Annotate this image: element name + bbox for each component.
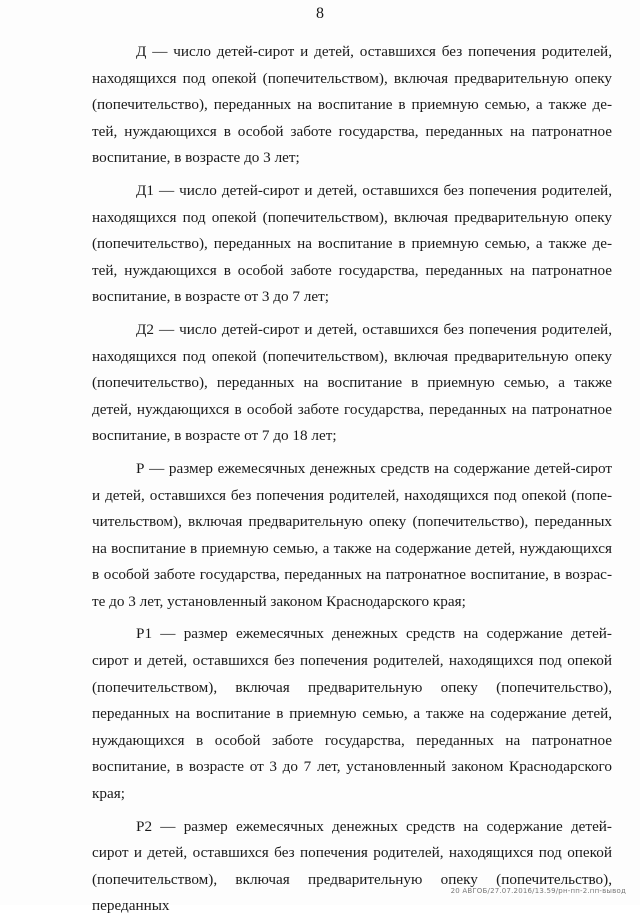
- paragraph-p2: Р2 — размер ежемесячных денежных средств на содержание детей-сирот и детей, оставшихся без попечения родителей, находящихся под опекой (попечительством), включая предварительную опеку (попечительство), переданных: [92, 817, 612, 915]
- page-number: 8: [316, 5, 324, 22]
- paragraph-d1: Д1 — число детей-сирот и детей, оставшихся без попечения родителей, находящихся под опекой (попечительством), включая предварительную опеку (попечительство), переданных на воспитание в приемную семью, а также детей, нуждающихся в особой заботе государства, переданных на патронатное воспитание, в возрасте от 3 до 7 лет;: [92, 181, 612, 306]
- paragraph-d: Д — число детей-сирот и детей, оставшихся без попечения родителей, находящихся под опекой (попечительством), включая предварительную опеку (попечительство), переданных на воспитание в приемную семью, а также детей, нуждающихся в особой заботе государства, переданных на патронатное воспитание, в возрасте до 3 лет;: [92, 43, 612, 167]
- paragraph-d2: Д2 — число детей-сирот и детей, оставшихся без попечения родителей, находящихся под опекой (попечительством), включая предварительную опеку (попечительство), переданных на воспитание в приемную семью, а также детей, нуждающихся в особой заботе государства, переданных на патронатное воспитание, в возрасте от 7 до 18 лет;: [92, 320, 612, 445]
- footer-file-stamp: 20 АВГОБ/27.07.2016/13.59/рн-пп-2.пп-вывод: [450, 887, 626, 895]
- paragraph-p: Р — размер ежемесячных денежных средств на содержание детей-сирот и детей, оставшихся без попечения родителей, находящихся под опекой (попечительством), включая предварительную опеку (попечительство), переданных на воспитание в приемную семью, а также на содержание детей, нуждающихся в особой заботе государства, переданных на патронатное воспитание, в возрасте до 3 лет, установленный законом Краснодарского края;: [92, 459, 612, 610]
- paragraph-p1: Р1 — размер ежемесячных денежных средств на содержание детей-сирот и детей, оставшихся без попечения родителей, находящихся под опекой (попечительством), включая предварительную опеку (попечительство), переданных на воспитание в приемную семью, а также на содержание детей, нуждающихся в особой заботе государства, переданных на патронатное воспитание, в возрасте от 3 до 7 лет, установленный законом Краснодарского края;: [92, 625, 612, 803]
- document-body: [92, 39, 612, 920]
